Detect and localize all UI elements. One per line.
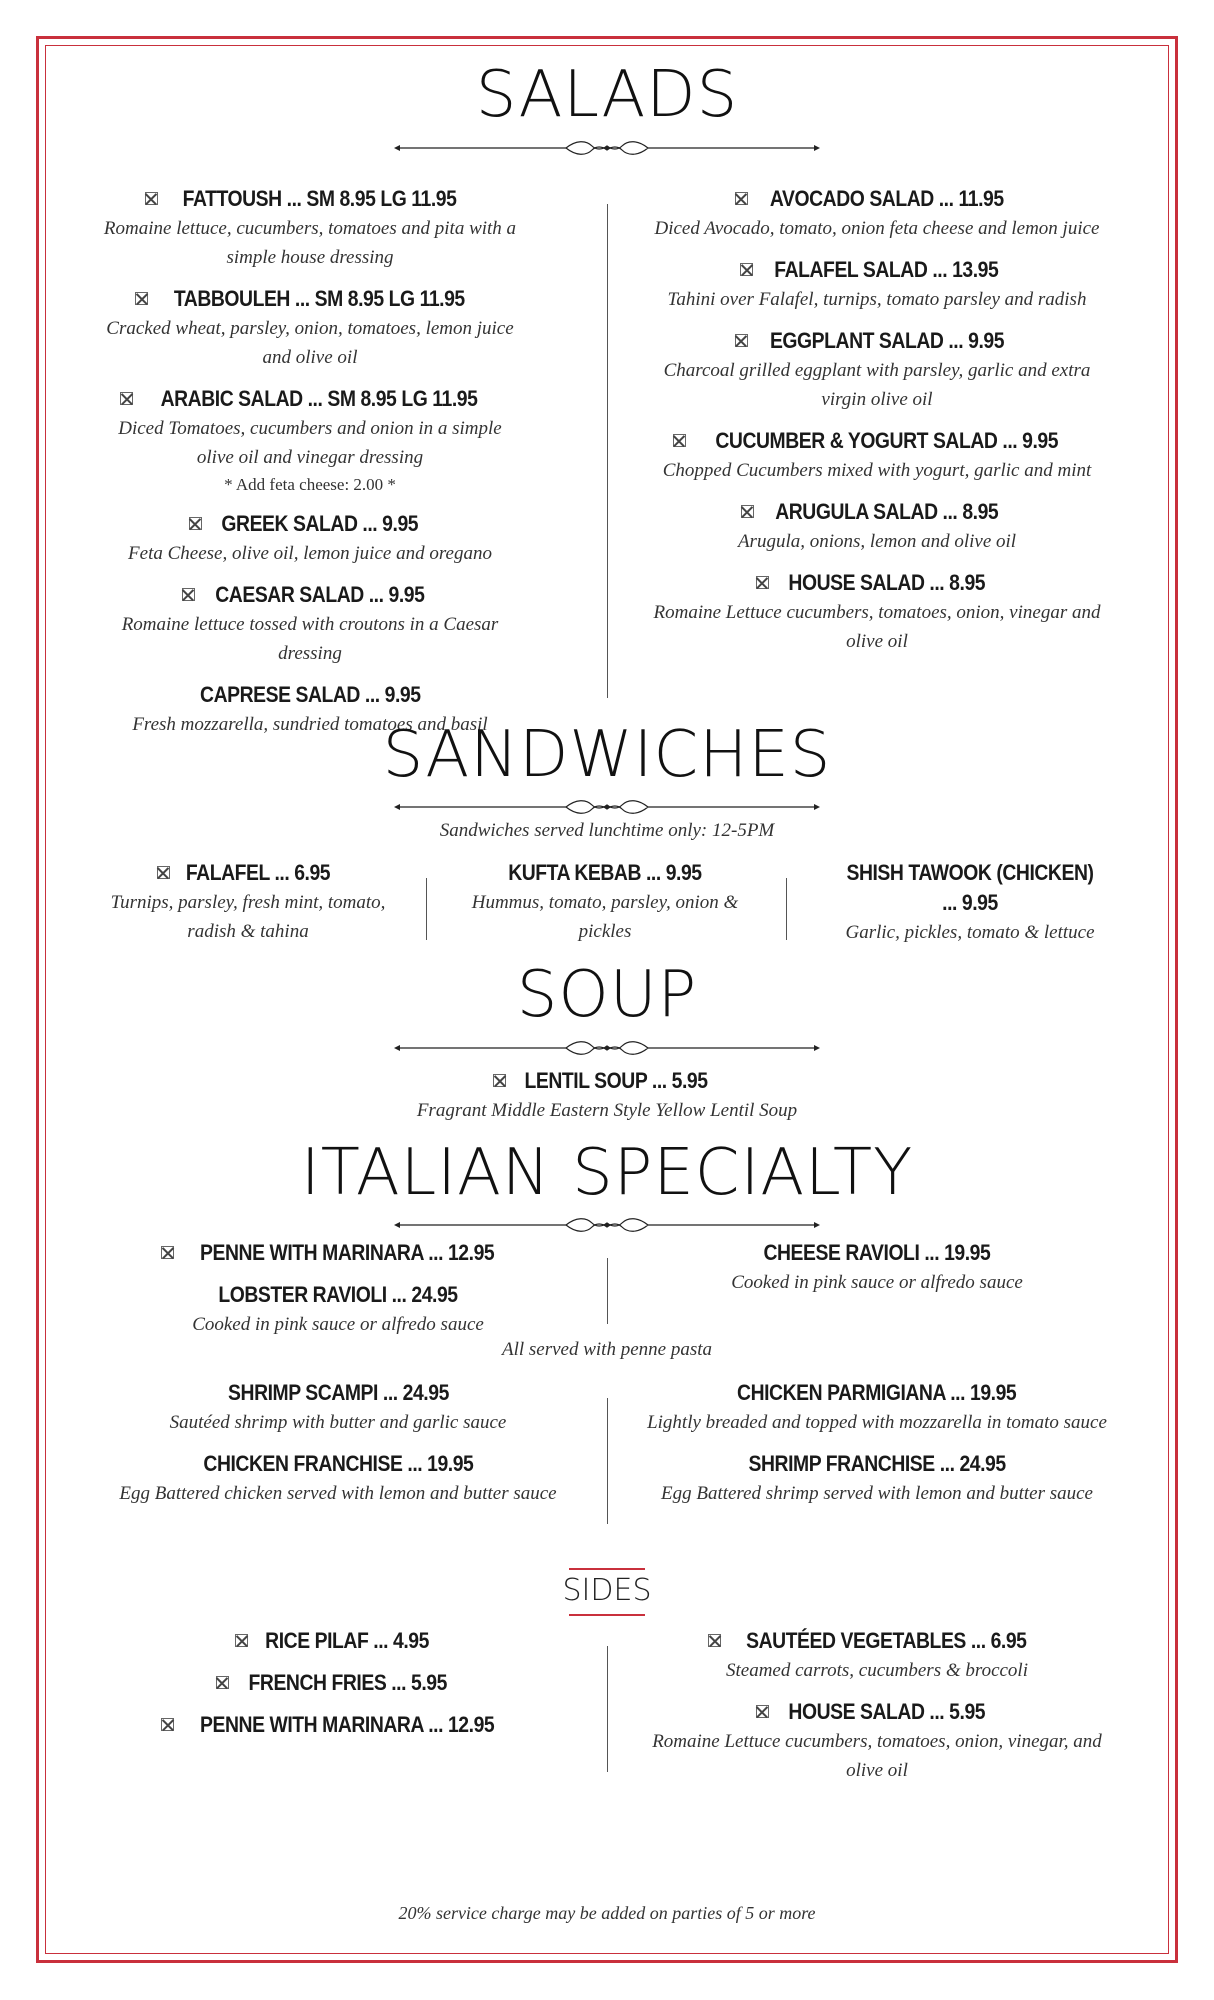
- salads-right-column: [642, 184, 1112, 668]
- vegetarian-icon: [741, 505, 754, 518]
- menu-item: [642, 1697, 1112, 1785]
- vegetarian-icon: [708, 1634, 721, 1647]
- menu-item: [642, 568, 1112, 656]
- menu-item-title: [98, 509, 522, 539]
- menu-item-description: Feta Cheese, olive oil, lemon juice and oregano: [128, 543, 492, 564]
- menu-item-title: [642, 426, 1112, 456]
- vegetarian-icon: [161, 1246, 174, 1259]
- sandwich-divider-2: [786, 878, 787, 940]
- salads-divider: [394, 138, 820, 158]
- menu-item-name: LOBSTER RAVIOLI ... 24.95: [218, 1282, 458, 1307]
- menu-item-title: [642, 1626, 1112, 1656]
- menu-item: [98, 1710, 578, 1740]
- menu-item: [98, 580, 522, 668]
- menu-item-name: AVOCADO SALAD ... 11.95: [769, 186, 1004, 211]
- menu-item: [642, 255, 1112, 314]
- vegetarian-icon: [216, 1676, 229, 1689]
- menu-item: [820, 858, 1120, 947]
- italian-bottom-left: [98, 1378, 578, 1520]
- salads-left-column: [98, 184, 522, 751]
- menu-item-name: TABBOULEH ... SM 8.95 LG 11.95: [174, 286, 465, 311]
- menu-item-name: FALAFEL SALAD ... 13.95: [774, 257, 999, 282]
- menu-item-name: KUFTA KEBAB ... 9.95: [508, 860, 702, 885]
- menu-item: [98, 1449, 578, 1508]
- menu-item-description: Egg Battered shrimp served with lemon and butter sauce: [660, 1483, 1093, 1504]
- menu-item-description: Hummus, tomato, parsley, onion & pickles: [471, 892, 739, 942]
- menu-item-title: [642, 1238, 1112, 1268]
- vegetarian-icon: [673, 434, 686, 447]
- menu-item-description: Egg Battered chicken served with lemon and butter sauce: [119, 1483, 557, 1504]
- menu-item-title: [98, 1626, 578, 1656]
- menu-item-title: [98, 1238, 578, 1268]
- menu-item-note: * Add feta cheese: 2.00 *: [224, 475, 396, 494]
- menu-item-title: [98, 1710, 578, 1740]
- menu-item-description: Romaine lettuce tossed with croutons in a Caesar dressing: [121, 614, 499, 664]
- menu-item-title: [455, 858, 755, 888]
- menu-item-title: [98, 858, 398, 888]
- salads-heading: SALADS: [475, 58, 739, 132]
- menu-item-description: Garlic, pickles, tomato & lettuce: [845, 922, 1095, 943]
- menu-item-name: HOUSE SALAD ... 5.95: [788, 1699, 985, 1724]
- menu-item: [642, 1449, 1112, 1508]
- italian-bottom-right: [642, 1378, 1112, 1520]
- menu-item-description: Fragrant Middle Eastern Style Yellow Lentil Soup: [416, 1100, 798, 1121]
- menu-item: [307, 1066, 907, 1125]
- soup-column: [307, 1066, 907, 1137]
- menu-item-title: [642, 326, 1112, 356]
- italian-note: All served with penne pasta: [501, 1339, 713, 1360]
- menu-item-name: CUCUMBER & YOGURT SALAD ... 9.95: [715, 428, 1058, 453]
- sides-column-divider: [607, 1646, 608, 1772]
- vegetarian-icon: [135, 292, 148, 305]
- vegetarian-icon: [756, 1705, 769, 1718]
- italian-top-divider: [607, 1258, 608, 1324]
- menu-item-name: CAPRESE SALAD ... 9.95: [199, 682, 421, 707]
- menu-item-name: RICE PILAF ... 4.95: [265, 1628, 430, 1653]
- vegetarian-icon: [182, 588, 195, 601]
- menu-item-name: SAUTÉED VEGETABLES ... 6.95: [746, 1628, 1027, 1653]
- menu-item: [98, 509, 522, 568]
- menu-item-name: PENNE WITH MARINARA ... 12.95: [200, 1712, 495, 1737]
- menu-item-description: Steamed carrots, cucumbers & broccoli: [725, 1660, 1028, 1681]
- vegetarian-icon: [189, 517, 202, 530]
- sandwiches-note: Sandwiches served lunchtime only: 12-5PM: [439, 820, 775, 841]
- italian-heading: ITALIAN SPECIALTY: [300, 1136, 914, 1210]
- menu-item: [98, 1280, 578, 1339]
- salads-column-divider: [607, 204, 608, 698]
- menu-item: [642, 497, 1112, 556]
- sides-right-column: [642, 1626, 1112, 1797]
- vegetarian-icon: [735, 192, 748, 205]
- sandwich-col-2: [455, 858, 755, 958]
- sides-top-rule: [569, 1568, 645, 1570]
- menu-item-description: Romaine Lettuce cucumbers, tomatoes, onion, vinegar, and olive oil: [652, 1731, 1102, 1781]
- menu-item-title: [98, 184, 522, 214]
- vegetarian-icon: [740, 263, 753, 276]
- menu-item-description: Diced Avocado, tomato, onion feta cheese and lemon juice: [654, 218, 1100, 239]
- menu-item-title: [98, 384, 522, 414]
- menu-item: [98, 1626, 578, 1656]
- italian-bottom-divider: [607, 1398, 608, 1524]
- menu-item-title: [307, 1066, 907, 1096]
- menu-item-name: SHISH TAWOOK (CHICKEN) ... 9.95: [846, 860, 1094, 915]
- menu-item-name: CHEESE RAVIOLI ... 19.95: [763, 1240, 991, 1265]
- menu-item-title: [98, 1280, 578, 1310]
- menu-item-name: CAESAR SALAD ... 9.95: [214, 582, 425, 607]
- vegetarian-icon: [735, 334, 748, 347]
- sides-left-column: [98, 1626, 578, 1752]
- vegetarian-icon: [145, 192, 158, 205]
- sandwiches-divider: [394, 797, 820, 817]
- menu-item-title: [642, 1697, 1112, 1727]
- menu-item: [98, 384, 522, 497]
- menu-item-description: Charcoal grilled eggplant with parsley, garlic and extra virgin olive oil: [663, 360, 1091, 410]
- vegetarian-icon: [493, 1074, 506, 1087]
- vegetarian-icon: [120, 392, 133, 405]
- menu-item-description: Cooked in pink sauce or alfredo sauce: [731, 1272, 1023, 1293]
- menu-item-title: [98, 1449, 578, 1479]
- menu-item: [642, 326, 1112, 414]
- menu-item-name: FRENCH FRIES ... 5.95: [248, 1670, 447, 1695]
- menu-item-title: [642, 568, 1112, 598]
- menu-item-description: Turnips, parsley, fresh mint, tomato, radish & tahina: [110, 892, 386, 942]
- soup-divider: [394, 1038, 820, 1058]
- menu-item-name: SHRIMP SCAMPI ... 24.95: [227, 1380, 449, 1405]
- menu-item: [98, 184, 522, 272]
- menu-item-title: [642, 1449, 1112, 1479]
- menu-item-title: [642, 497, 1112, 527]
- menu-item-name: CHICKEN FRANCHISE ... 19.95: [203, 1451, 473, 1476]
- menu-item: [642, 1626, 1112, 1685]
- vegetarian-icon: [157, 866, 170, 879]
- sandwich-col-3: [820, 858, 1120, 959]
- menu-item-title: [98, 1378, 578, 1408]
- menu-item-description: Lightly breaded and topped with mozzarella in tomato sauce: [647, 1412, 1107, 1433]
- menu-item-name: GREEK SALAD ... 9.95: [221, 511, 418, 536]
- menu-item-title: [642, 184, 1112, 214]
- menu-item-title: [98, 680, 522, 710]
- menu-item: [98, 1238, 578, 1268]
- menu-item: [642, 184, 1112, 243]
- menu-item-title: [98, 580, 522, 610]
- menu-item-name: HOUSE SALAD ... 8.95: [788, 570, 985, 595]
- menu-item-description: Fresh mozzarella, sundried tomatoes and basil: [132, 714, 488, 735]
- italian-top-right: [642, 1238, 1112, 1309]
- menu-item-description: Arugula, onions, lemon and olive oil: [737, 531, 1017, 552]
- sandwiches-heading: SANDWICHES: [382, 718, 832, 792]
- menu-item-description: Cracked wheat, parsley, onion, tomatoes, lemon juice and olive oil: [106, 318, 514, 368]
- sides-heading: SIDES: [562, 1573, 652, 1608]
- menu-item-name: EGGPLANT SALAD ... 9.95: [769, 328, 1004, 353]
- menu-item-description: Romaine Lettuce cucumbers, tomatoes, onion, vinegar and olive oil: [653, 602, 1101, 652]
- menu-item-name: ARUGULA SALAD ... 8.95: [774, 499, 999, 524]
- menu-item-description: Chopped Cucumbers mixed with yogurt, garlic and mint: [662, 460, 1092, 481]
- sandwich-divider-1: [426, 878, 427, 940]
- menu-item-title: [642, 1378, 1112, 1408]
- menu-item-title: [642, 255, 1112, 285]
- menu-item-description: Sautéed shrimp with butter and garlic sauce: [169, 1412, 507, 1433]
- menu-item-name: ARABIC SALAD ... SM 8.95 LG 11.95: [161, 386, 478, 411]
- menu-item-description: Romaine lettuce, cucumbers, tomatoes and pita with a simple house dressing: [103, 218, 517, 268]
- menu-item-name: FATTOUSH ... SM 8.95 LG 11.95: [182, 186, 457, 211]
- menu-item-name: SHRIMP FRANCHISE ... 24.95: [748, 1451, 1006, 1476]
- menu-item-name: LENTIL SOUP ... 5.95: [524, 1068, 709, 1093]
- footer-note: 20% service charge may be added on parties of 5 or more: [398, 1903, 816, 1923]
- menu-item: [98, 1668, 578, 1698]
- sandwich-col-1: [98, 858, 398, 958]
- menu-item-description: Tahini over Falafel, turnips, tomato parsley and radish: [667, 289, 1087, 310]
- menu-item: [642, 426, 1112, 485]
- menu-item-name: FALAFEL ... 6.95: [185, 860, 330, 885]
- sides-bottom-rule: [569, 1614, 645, 1616]
- menu-item-name: PENNE WITH MARINARA ... 12.95: [200, 1240, 495, 1265]
- soup-heading: SOUP: [516, 958, 698, 1032]
- menu-item: [455, 858, 755, 946]
- vegetarian-icon: [235, 1634, 248, 1647]
- menu-item-description: Diced Tomatoes, cucumbers and onion in a simple olive oil and vinegar dressing: [118, 418, 502, 468]
- italian-top-left: [98, 1238, 578, 1351]
- menu-item: [642, 1378, 1112, 1437]
- menu-item-description: Cooked in pink sauce or alfredo sauce: [192, 1314, 484, 1335]
- menu-item: [642, 1238, 1112, 1297]
- menu-item: [98, 1378, 578, 1437]
- vegetarian-icon: [756, 576, 769, 589]
- menu-item-title: [98, 1668, 578, 1698]
- vegetarian-icon: [161, 1718, 174, 1731]
- menu-item: [98, 858, 398, 946]
- menu-item-title: [820, 858, 1120, 918]
- menu-item-title: [98, 284, 522, 314]
- italian-divider: [394, 1215, 820, 1235]
- menu-item-name: CHICKEN PARMIGIANA ... 19.95: [737, 1380, 1017, 1405]
- menu-item: [98, 284, 522, 372]
